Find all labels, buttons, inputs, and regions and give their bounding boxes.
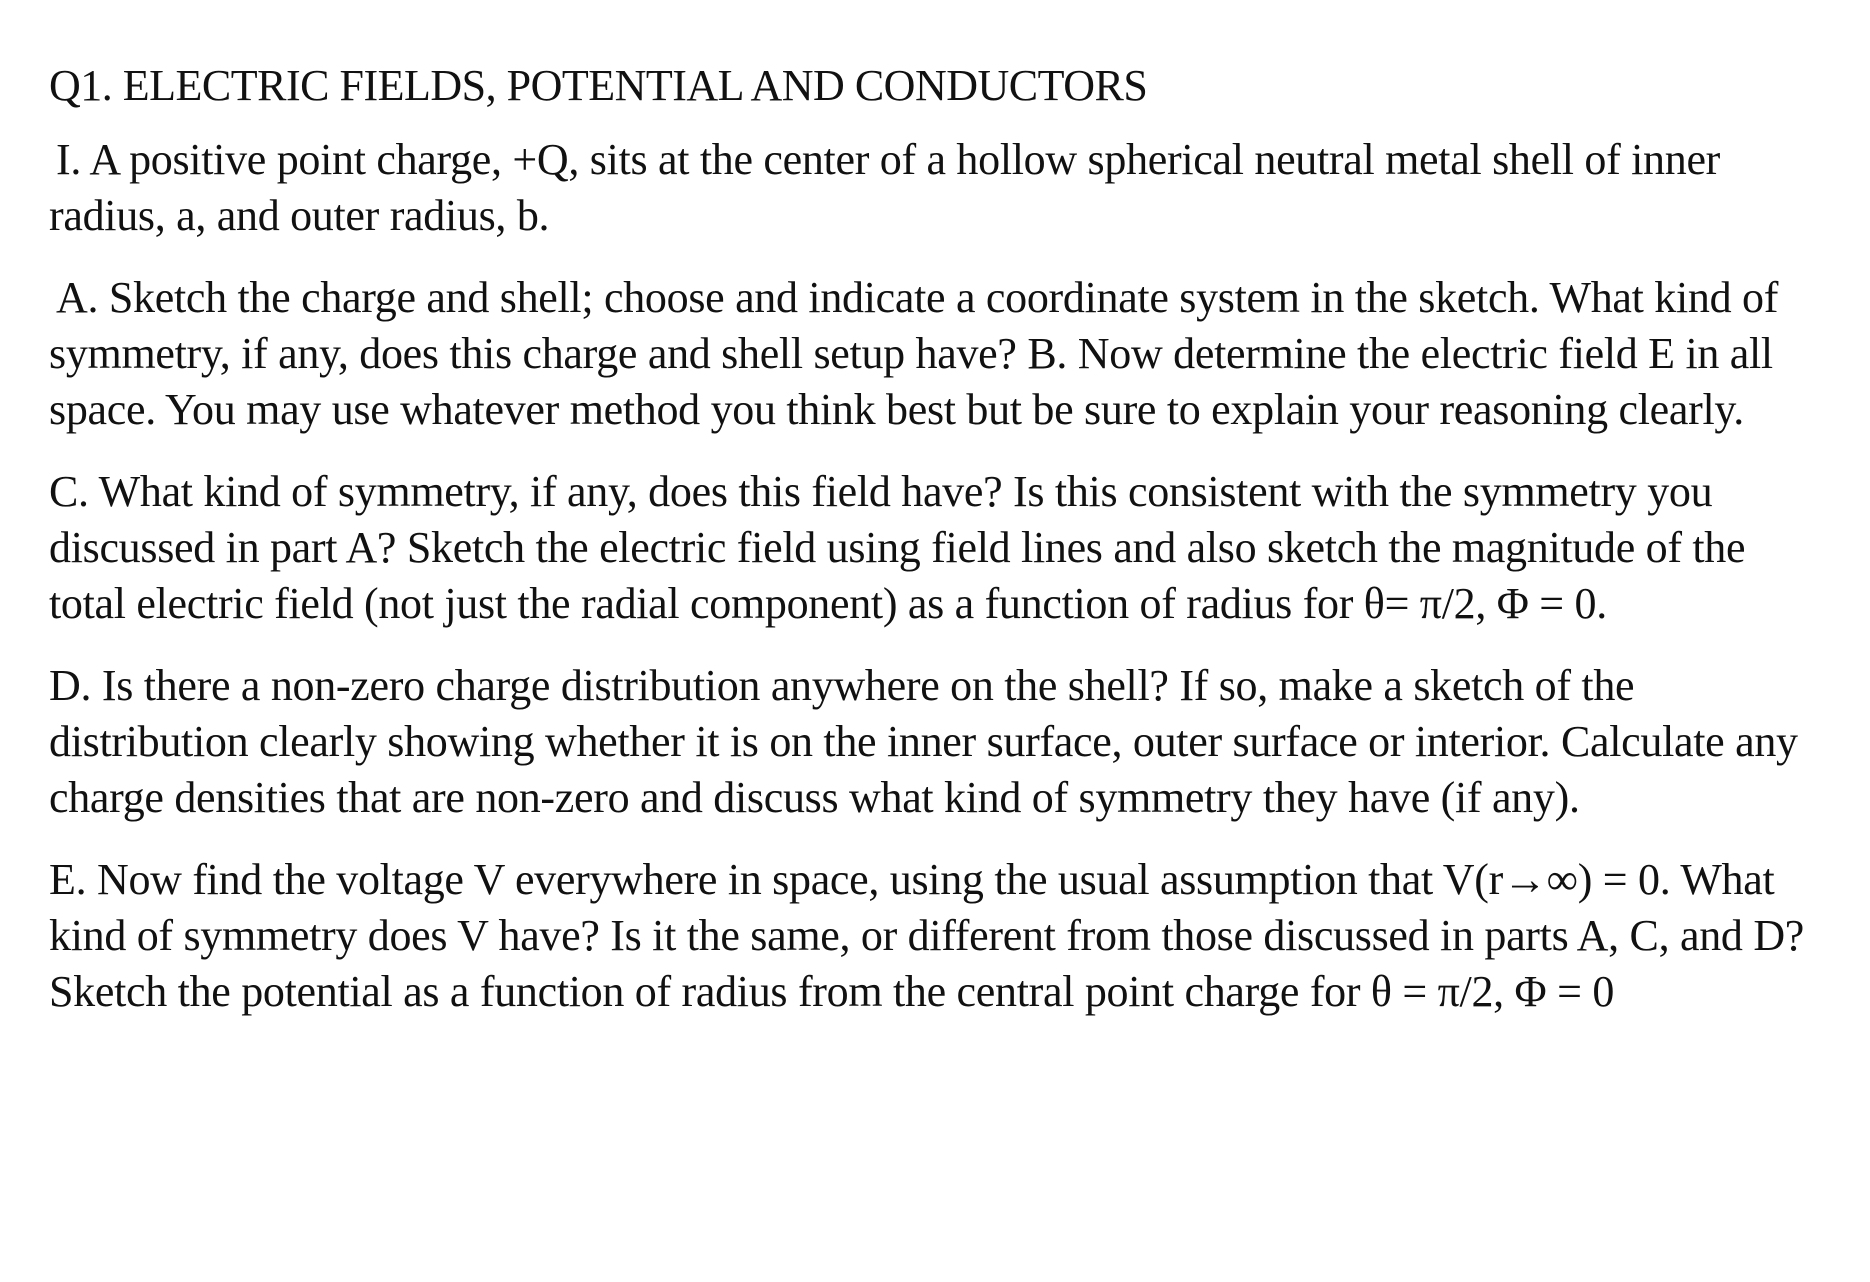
paragraph-intro: I. A positive point charge, +Q, sits at the center of a hollow spherical neutral metal shell of inner radius, a, and outer radius, b.: [49, 135, 1721, 240]
paragraph-part-d: D. Is there a non-zero charge distribution anywhere on the shell? If so, make a sketch of the distribution clearly showing whether it is on the inner surface, outer surface or interior. Calculate any charge densities that are non-zero and discuss what kind of symmetry they have (if any).: [49, 661, 1798, 822]
document-page: [49, 58, 1829, 1046]
paragraph-part-c: C. What kind of symmetry, if any, does this field have? Is this consistent with the symmetry you discussed in part A? Sketch the electric field using field lines and also sketch the magnitude of the total electric field (not just the radial component) as a function of radius for θ= π/2, Φ = 0.: [49, 467, 1746, 628]
paragraph-part-e: E. Now find the voltage V everywhere in space, using the usual assumption that V(r→∞) = 0. What kind of symmetry does V have? Is it the same, or different from those discussed in parts A, C, and D? Sketch the potential as a function of radius from the central point charge for θ = π/2, Φ = 0: [49, 855, 1805, 1016]
paragraph-part-a-b: A. Sketch the charge and shell; choose and indicate a coordinate system in the sketch. What kind of symmetry, if any, does this charge and shell setup have? B. Now determine the electric field E in all space. You may use whatever method you think best but be sure to explain your reasoning clearly.: [49, 273, 1779, 434]
question-title: Q1. ELECTRIC FIELDS, POTENTIAL AND CONDUCTORS: [49, 61, 1148, 110]
